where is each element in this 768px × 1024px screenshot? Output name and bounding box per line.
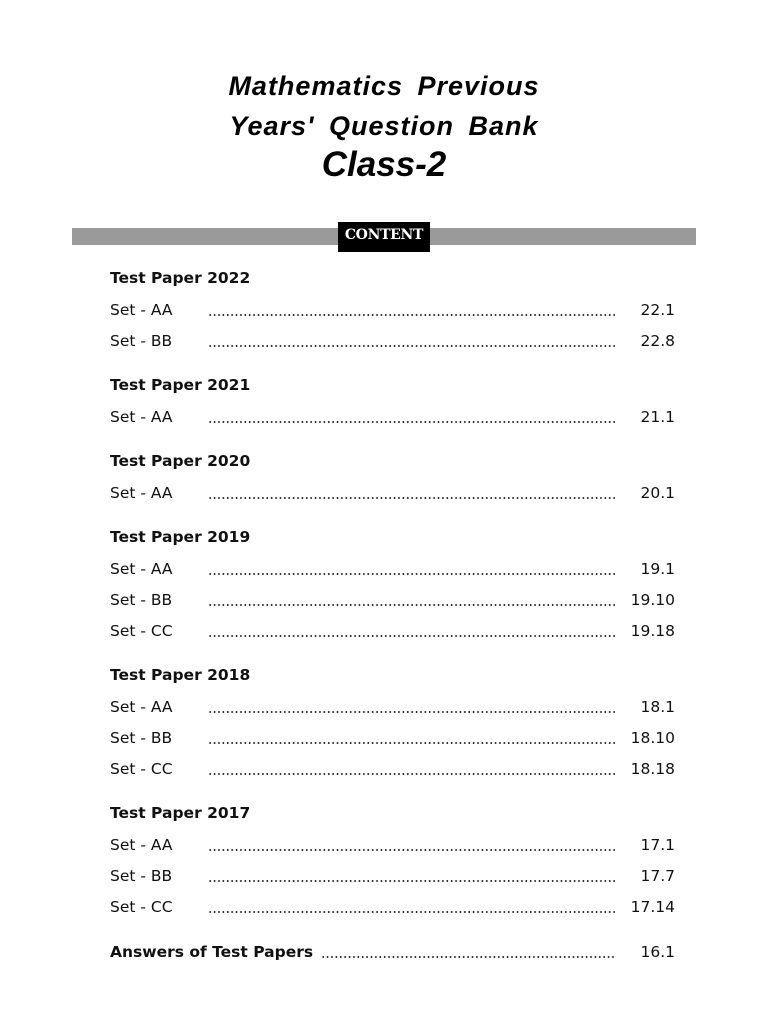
toc-entry <box>110 584 675 615</box>
toc-entry-page: 18.1 <box>640 697 675 716</box>
toc-entry-page: 19.10 <box>630 590 675 609</box>
section-gap <box>110 432 675 446</box>
dot-leader <box>208 553 615 584</box>
toc-entry <box>110 891 675 922</box>
dot-leader <box>208 401 615 432</box>
section-gap <box>110 646 675 660</box>
toc-entry-page: 17.1 <box>640 835 675 854</box>
toc-entry <box>110 722 675 753</box>
toc-entry <box>110 294 675 325</box>
dot-leader <box>208 294 615 325</box>
toc-entry-label: Set - AA <box>110 483 173 502</box>
toc-entry-page: 20.1 <box>640 483 675 502</box>
dot-leader <box>321 936 615 967</box>
toc-entry-label: Set - AA <box>110 559 173 578</box>
dot-leader <box>208 829 615 860</box>
section-gap <box>110 356 675 370</box>
toc-entry-label: Set - CC <box>110 759 173 778</box>
toc-entry-page: 22.8 <box>640 331 675 350</box>
toc-entry-page: 17.7 <box>640 866 675 885</box>
toc-entry-label: Set - AA <box>110 835 173 854</box>
toc-entry-page: 19.1 <box>640 559 675 578</box>
section-heading: Test Paper 2019 <box>110 528 251 546</box>
section-heading: Test Paper 2021 <box>110 376 251 394</box>
answers-label: Answers of Test Papers <box>110 942 314 961</box>
toc-entry <box>110 691 675 722</box>
table-of-contents <box>110 263 675 967</box>
toc-entry-label: Set - CC <box>110 621 173 640</box>
title-line-1: Mathematics Previous <box>228 71 540 101</box>
toc-entry <box>110 553 675 584</box>
toc-entry <box>110 829 675 860</box>
toc-entry <box>110 401 675 432</box>
toc-entry-label: Set - CC <box>110 897 173 916</box>
dot-leader <box>208 891 615 922</box>
toc-entry <box>110 325 675 356</box>
section-heading: Test Paper 2022 <box>110 269 251 287</box>
section-gap <box>110 784 675 798</box>
section-heading: Test Paper 2017 <box>110 804 251 822</box>
title-block <box>0 66 768 186</box>
title-class: Class-2 <box>321 145 447 184</box>
title-line-2: Years' Question Bank <box>229 111 539 141</box>
toc-entry-label: Set - AA <box>110 300 173 319</box>
section-heading: Test Paper 2018 <box>110 666 251 684</box>
toc-entry <box>110 477 675 508</box>
toc-entry-page: 21.1 <box>640 407 675 426</box>
toc-entry-page: 18.18 <box>630 759 675 778</box>
toc-entry-label: Set - BB <box>110 866 173 885</box>
dot-leader <box>208 584 615 615</box>
toc-entry-label: Set - BB <box>110 331 173 350</box>
section-gap <box>110 508 675 522</box>
toc-entry-page: 19.18 <box>630 621 675 640</box>
toc-entry-label: Set - AA <box>110 697 173 716</box>
content-label: CONTENT <box>338 222 430 252</box>
dot-leader <box>208 753 615 784</box>
toc-entry <box>110 615 675 646</box>
dot-leader <box>208 477 615 508</box>
toc-entry-page: 17.14 <box>630 897 675 916</box>
toc-entry-page: 22.1 <box>640 300 675 319</box>
section-heading: Test Paper 2020 <box>110 452 251 470</box>
toc-entry <box>110 860 675 891</box>
toc-entry-label: Set - AA <box>110 407 173 426</box>
answers-entry <box>110 936 675 967</box>
dot-leader <box>208 325 615 356</box>
section-gap <box>110 922 675 936</box>
answers-page: 16.1 <box>640 942 675 961</box>
dot-leader <box>208 615 615 646</box>
dot-leader <box>208 860 615 891</box>
toc-entry-label: Set - BB <box>110 728 173 747</box>
toc-entry <box>110 753 675 784</box>
toc-entry-page: 18.10 <box>630 728 675 747</box>
dot-leader <box>208 722 615 753</box>
toc-entry-label: Set - BB <box>110 590 173 609</box>
dot-leader <box>208 691 615 722</box>
